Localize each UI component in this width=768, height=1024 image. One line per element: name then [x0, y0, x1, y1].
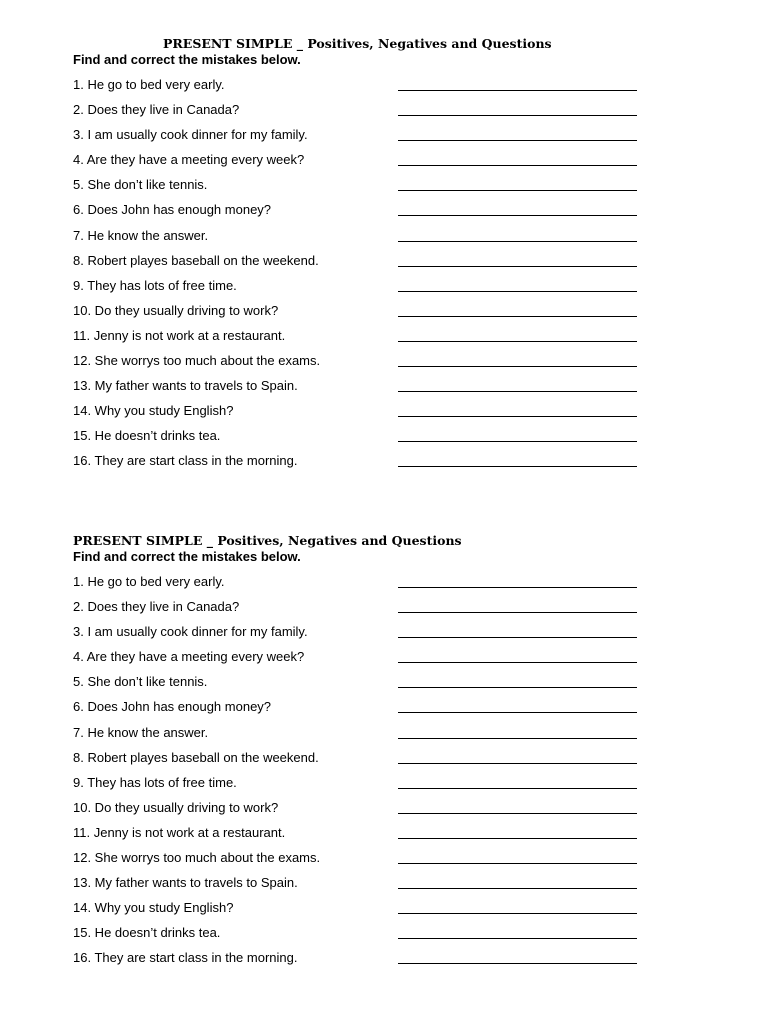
exercise-sentence: 14. Why you study English?	[73, 900, 234, 916]
exercise-item	[0, 599, 768, 624]
exercise-sentence: 13. My father wants to travels to Spain.	[73, 378, 298, 394]
exercise-sentence: 16. They are start class in the morning.	[73, 950, 298, 966]
answer-line[interactable]	[398, 241, 637, 242]
exercise-sentence: 1. He go to bed very early.	[73, 574, 225, 589]
exercise-sentence: 8. Robert playes baseball on the weekend.	[73, 749, 319, 765]
answer-line[interactable]	[398, 913, 637, 914]
exercise-sentence: 5. She don’t like tennis.	[73, 674, 208, 690]
answer-line[interactable]	[398, 938, 637, 939]
exercise-item	[0, 775, 768, 800]
exercise-item	[0, 353, 768, 378]
exercise-item	[0, 278, 768, 303]
exercise-item	[0, 403, 768, 428]
answer-line[interactable]	[398, 441, 637, 442]
exercise-item	[0, 453, 768, 478]
exercise-sentence: 14. Why you study English?	[73, 403, 234, 419]
worksheet-2	[0, 533, 768, 976]
answer-line[interactable]	[398, 587, 637, 588]
answer-line[interactable]	[398, 963, 637, 964]
exercise-item	[0, 649, 768, 674]
exercise-item	[0, 127, 768, 152]
worksheet-instructions: Find and correct the mistakes below.	[73, 549, 301, 564]
exercise-item	[0, 850, 768, 875]
answer-line[interactable]	[398, 215, 637, 216]
exercise-sentence: 6. Does John has enough money?	[73, 202, 272, 218]
exercise-item	[0, 699, 768, 724]
exercise-item	[0, 875, 768, 900]
answer-line[interactable]	[398, 416, 637, 417]
answer-line[interactable]	[398, 115, 637, 116]
exercise-item	[0, 177, 768, 202]
exercise-sentence: 5. She don’t like tennis.	[73, 177, 208, 193]
worksheet-title: PRESENT SIMPLE _ Positives, Negatives and Questions	[73, 533, 462, 548]
answer-line[interactable]	[398, 863, 637, 864]
answer-line[interactable]	[398, 90, 637, 91]
exercise-item	[0, 674, 768, 699]
exercise-sentence: 3. I am usually cook dinner for my family.	[73, 624, 308, 640]
worksheet-instructions: Find and correct the mistakes below.	[73, 52, 301, 67]
answer-line[interactable]	[398, 813, 637, 814]
exercise-sentence: 7. He know the answer.	[73, 724, 209, 740]
answer-line[interactable]	[398, 466, 637, 467]
answer-line[interactable]	[398, 190, 637, 191]
answer-line[interactable]	[398, 612, 637, 613]
exercise-item	[0, 202, 768, 227]
answer-line[interactable]	[398, 165, 637, 166]
exercise-item	[0, 900, 768, 925]
worksheet-title: PRESENT SIMPLE _ Positives, Negatives and Questions	[163, 36, 552, 51]
exercise-item	[0, 800, 768, 825]
answer-line[interactable]	[398, 662, 637, 663]
exercise-sentence: 11. Jenny is not work at a restaurant.	[73, 327, 286, 343]
exercise-list	[0, 574, 768, 976]
exercise-item	[0, 303, 768, 328]
exercise-sentence: 11. Jenny is not work at a restaurant.	[73, 824, 286, 840]
exercise-item	[0, 228, 768, 253]
answer-line[interactable]	[398, 788, 637, 789]
answer-line[interactable]	[398, 341, 637, 342]
exercise-sentence: 9. They has lots of free time.	[73, 774, 237, 790]
answer-line[interactable]	[398, 637, 637, 638]
exercise-sentence: 8. Robert playes baseball on the weekend.	[73, 252, 319, 268]
exercise-item	[0, 725, 768, 750]
exercise-sentence: 4. Are they have a meeting every week?	[73, 152, 305, 168]
exercise-sentence: 6. Does John has enough money?	[73, 699, 272, 715]
answer-line[interactable]	[398, 738, 637, 739]
answer-line[interactable]	[398, 266, 637, 267]
exercise-item	[0, 950, 768, 975]
exercise-sentence: 2. Does they live in Canada?	[73, 599, 240, 615]
exercise-item	[0, 925, 768, 950]
exercise-item	[0, 750, 768, 775]
answer-line[interactable]	[398, 838, 637, 839]
exercise-sentence: 12. She worrys too much about the exams.	[73, 353, 321, 369]
exercise-sentence: 3. I am usually cook dinner for my family.	[73, 127, 308, 143]
exercise-item	[0, 77, 768, 102]
answer-line[interactable]	[398, 888, 637, 889]
answer-line[interactable]	[398, 140, 637, 141]
exercise-item	[0, 428, 768, 453]
answer-line[interactable]	[398, 316, 637, 317]
exercise-sentence: 7. He know the answer.	[73, 227, 209, 243]
exercise-item	[0, 378, 768, 403]
answer-line[interactable]	[398, 763, 637, 764]
answer-line[interactable]	[398, 391, 637, 392]
answer-line[interactable]	[398, 712, 637, 713]
exercise-sentence: 12. She worrys too much about the exams.	[73, 850, 321, 866]
exercise-sentence: 1. He go to bed very early.	[73, 77, 225, 92]
exercise-item	[0, 574, 768, 599]
exercise-sentence: 10. Do they usually driving to work?	[73, 799, 279, 815]
exercise-item	[0, 102, 768, 127]
exercise-sentence: 9. They has lots of free time.	[73, 277, 237, 293]
exercise-sentence: 4. Are they have a meeting every week?	[73, 649, 305, 665]
exercise-item	[0, 253, 768, 278]
exercise-sentence: 13. My father wants to travels to Spain.	[73, 875, 298, 891]
exercise-item	[0, 152, 768, 177]
answer-line[interactable]	[398, 687, 637, 688]
exercise-sentence: 15. He doesn’t drinks tea.	[73, 428, 221, 444]
answer-line[interactable]	[398, 291, 637, 292]
exercise-sentence: 15. He doesn’t drinks tea.	[73, 925, 221, 941]
answer-line[interactable]	[398, 366, 637, 367]
exercise-list	[0, 77, 768, 479]
worksheet-1	[0, 36, 768, 479]
exercise-item	[0, 624, 768, 649]
exercise-item	[0, 825, 768, 850]
exercise-sentence: 2. Does they live in Canada?	[73, 102, 240, 118]
exercise-sentence: 10. Do they usually driving to work?	[73, 302, 279, 318]
exercise-item	[0, 328, 768, 353]
exercise-sentence: 16. They are start class in the morning.	[73, 453, 298, 469]
